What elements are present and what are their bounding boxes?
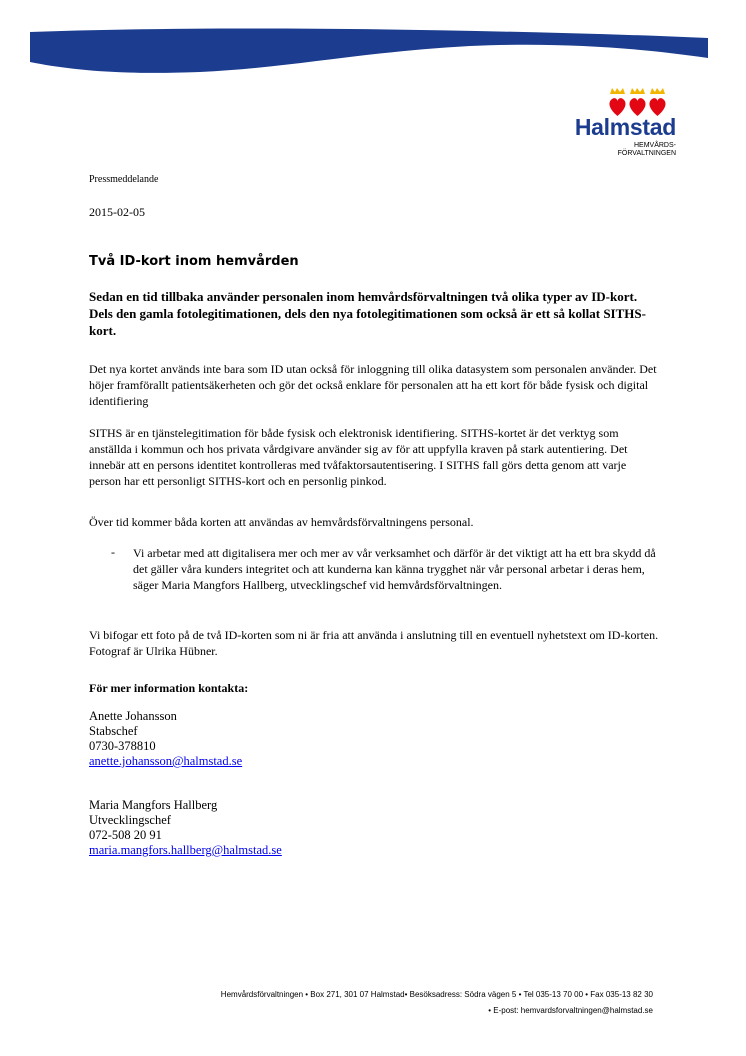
contact-email-link[interactable]: maria.mangfors.hallberg@halmstad.se	[89, 843, 282, 857]
closing-paragraph: Vi bifogar ett foto på de två ID-korten som ni är fria att använda i anslutning till en eventuell nyhetstext om ID-korten. Fotograf är Ulrika Hübner.	[89, 628, 659, 658]
document-date: 2015-02-05	[89, 205, 145, 219]
contact-name: Maria Mangfors Hallberg	[89, 798, 218, 812]
header-wave-banner	[0, 0, 746, 90]
logo-department-line2: FÖRVALTNINGEN	[617, 150, 676, 157]
contact-email-link[interactable]: anette.johansson@halmstad.se	[89, 754, 243, 768]
logo-department-line1: HEMVÅRDS-	[633, 142, 676, 149]
lead-paragraph: Sedan en tid tillbaka använder personalen inom hemvårdsförvaltningen två olika typer av ID-kort. Dels den gamla fotolegitimationen, dels den nya fotolegitimationen som också är ett så kollat SITHS-kort.	[89, 289, 646, 338]
contact-block	[89, 798, 282, 858]
body-paragraph: Det nya kortet används inte bara som ID utan också för inloggning till olika datasystem som personalen använder. Det höjer framförallt patientsäkerheten och gör det också enklare för personalen att ha ett kort för både fysisk och digital identifiering	[89, 362, 657, 408]
footer-address: Hemvårdsförvaltningen • Box 271, 301 07 Halmstad• Besöksadress: Södra vägen 5 • Tel 035-13 70 00 • Fax 035-13 82 30	[220, 990, 653, 999]
contact-phone: 0730-378810	[89, 739, 156, 753]
body-paragraph: SITHS är en tjänstelegitimation för både fysisk och elektronisk identifiering. SITHS-kortet är det verktyg som anställda i kommun och hos privata vårdgivare använder sig av för att uppfylla kraven på stark autentiering. Det innebär att en persons identitet kontrolleras med tvåfaktorsautentisering. I SITHS fall görs detta genom att varje person har ett personligt SITHS-kort och en personlig pinkod.	[89, 426, 628, 488]
quote-paragraph: Vi arbetar med att digitalisera mer och mer av vår verksamhet och därför är det viktigt att ha ett bra skydd då det gäller våra kunders integritet och att kunderna kan känna trygghet när vår personal arbetar i deras hem, säger Maria Mangfors Hallberg, utvecklingschef vid hemvårdsförvaltningen.	[133, 546, 656, 592]
contact-title: Utvecklingschef	[89, 813, 171, 827]
contact-title: Stabschef	[89, 724, 138, 738]
contact-block	[89, 709, 242, 769]
quote-dash: -	[111, 545, 115, 559]
footer-email: • E-post: hemvardsforvaltningen@halmstad.se	[488, 1006, 653, 1015]
headline: Två ID-kort inom hemvården	[89, 254, 299, 269]
contact-heading: För mer information kontakta:	[89, 681, 249, 695]
document-type: Pressmeddelande	[89, 174, 159, 185]
logo-wordmark: Halmstad	[574, 114, 676, 140]
body-paragraph: Över tid kommer båda korten att användas av hemvårdsförvaltningens personal.	[89, 515, 474, 529]
contact-name: Anette Johansson	[89, 709, 177, 723]
logo-department	[560, 142, 676, 158]
halmstad-logo	[560, 88, 680, 162]
contact-phone: 072-508 20 91	[89, 828, 162, 842]
